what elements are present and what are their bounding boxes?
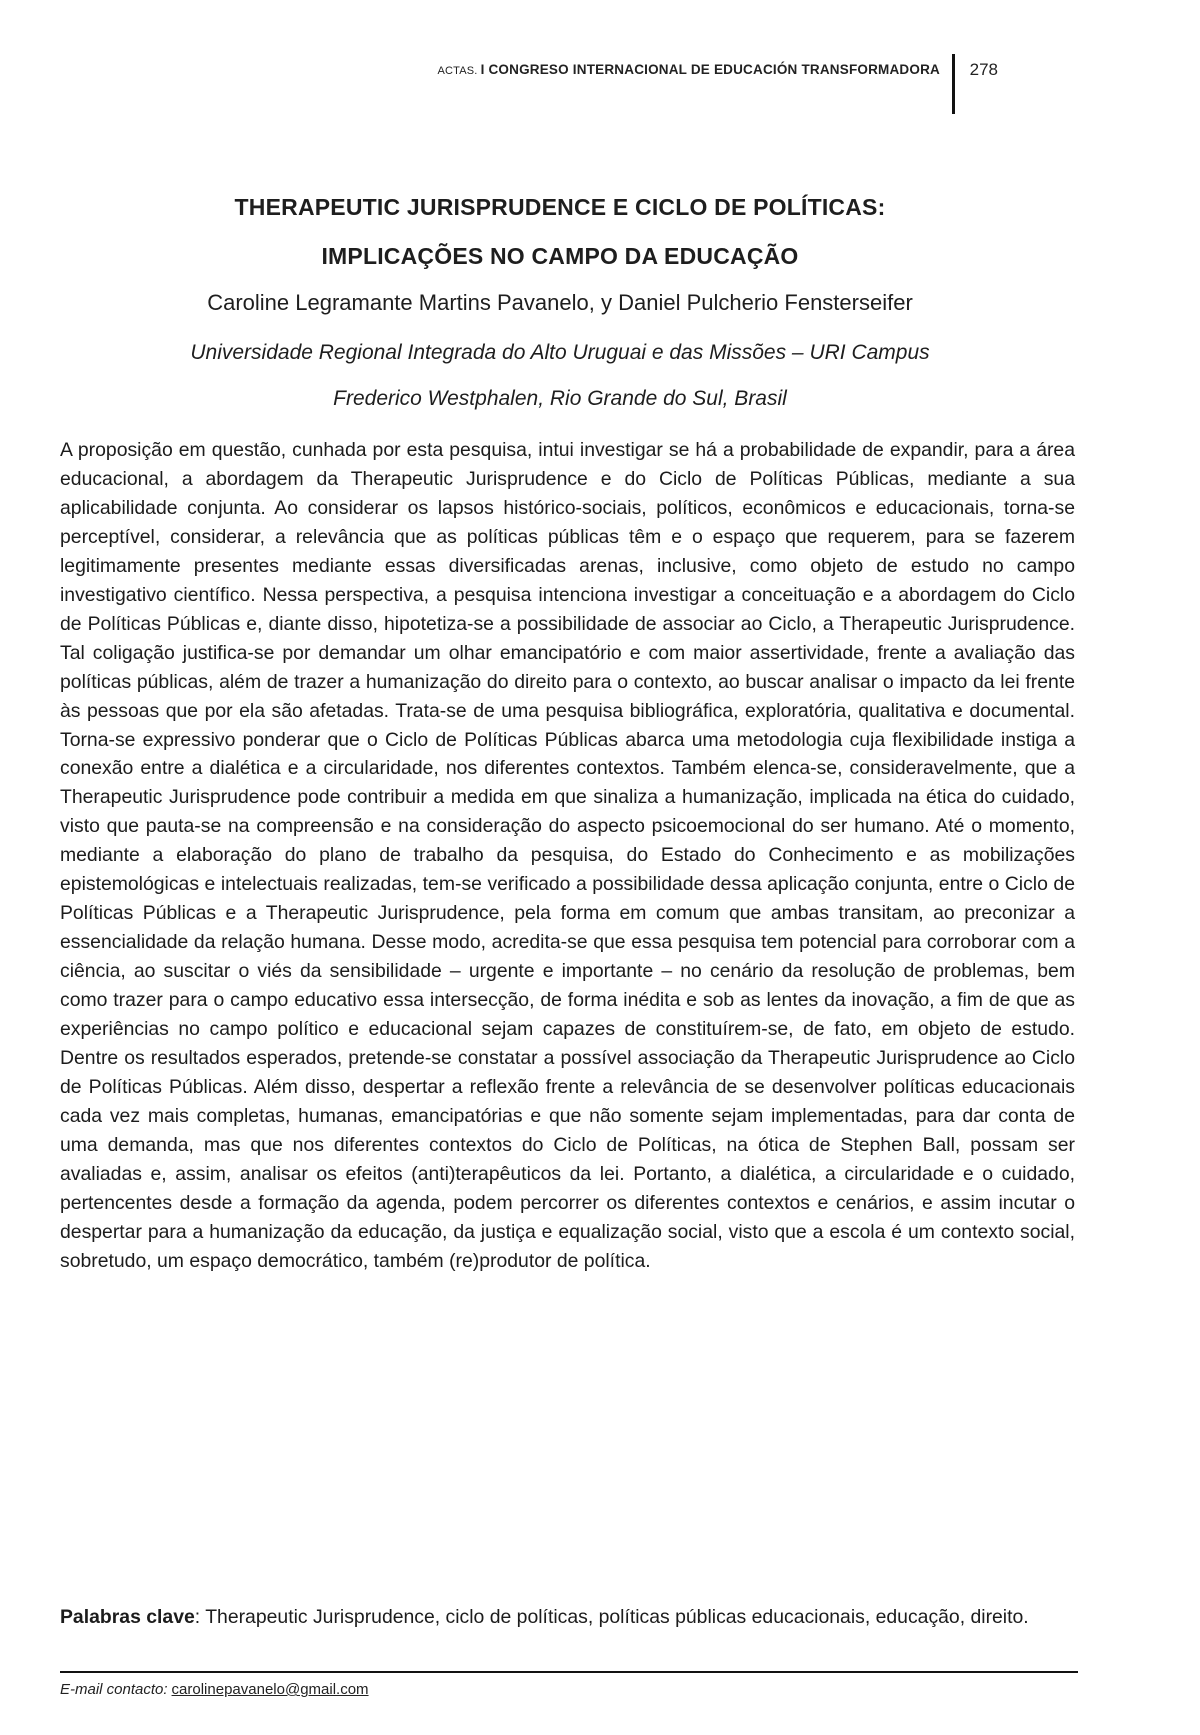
- header-divider: [952, 54, 955, 114]
- paper-title-line-2: IMPLICAÇÕES NO CAMPO DA EDUCAÇÃO: [321, 243, 799, 269]
- keywords-label: Palabras clave: [60, 1606, 195, 1628]
- journal-title: [437, 62, 940, 77]
- page-number: 278: [969, 60, 998, 79]
- journal-prefix: ACTAS.: [437, 65, 478, 77]
- journal-name: I CONGRESO INTERNACIONAL DE EDUCACIÓN TRANSFORMADORA: [480, 62, 940, 77]
- paper-title-line-1: THERAPEUTIC JURISPRUDENCE E CICLO DE POLÍTICAS:: [234, 194, 886, 220]
- running-head: [360, 54, 1080, 114]
- email-link[interactable]: carolinepavanelo@gmail.com: [171, 1681, 369, 1698]
- authors: Caroline Legramante Martins Pavanelo, y Daniel Pulcherio Fensterseifer: [207, 290, 913, 315]
- affiliation-line-1: Universidade Regional Integrada do Alto Uruguai e das Missões – URI Campus: [190, 341, 930, 364]
- email-label: E-mail contacto:: [60, 1681, 168, 1698]
- affiliation-line-2: Frederico Westphalen, Rio Grande do Sul, Brasil: [333, 387, 787, 410]
- keywords-text: : Therapeutic Jurisprudence, ciclo de políticas, políticas públicas educacionais, educação, direito.: [194, 1606, 1029, 1628]
- footnote-divider: [60, 1671, 1078, 1673]
- abstract-body: A proposição em questão, cunhada por esta pesquisa, intui investigar se há a probabilidade de expandir, para a área educacional, a abordagem da Therapeutic Jurisprudence e do Ciclo de Políticas Públicas, mediante a sua aplicabilidade conjunta. Ao considerar os lapsos histórico-sociais, políticos, econômicos e educacionais, torna-se perceptível, considerar, a relevância que as políticas públicas têm e o espaço que requerem, para se fazerem legitimamente presentes mediante essas diversificadas arenas, inclusive, como objeto de estudo no campo investigativo científico. Nessa perspectiva, a pesquisa intenciona investigar a conceituação e a abordagem do Ciclo de Políticas Públicas e, diante disso, hipotetiza-se a possibilidade de associar ao Ciclo, a Therapeutic Jurisprudence. Tal coligação justifica-se por demandar um olhar emancipatório e com maior assertividade, frente a avaliação das políticas públicas, além de trazer a humanização do direito para o contexto, ao buscar analisar o impacto da lei frente às pessoas que por ela são afetadas. Trata-se de uma pesquisa bibliográfica, exploratória, qualitativa e documental. Torna-se expressivo ponderar que o Ciclo de Políticas Públicas abarca uma metodologia cuja flexibilidade instiga a conexão entre a dialética e a circularidade, nos diferentes contextos. Também elenca-se, consideravelmente, que a Therapeutic Jurisprudence pode contribuir a medida em que sinaliza a humanização, implicada na ética do cuidado, visto que pauta-se na compreensão e na consideração do aspecto psicoemocional do ser humano. Até o momento, mediante a elaboração do plano de trabalho da pesquisa, do Estado do Conhecimento e as mobilizações epistemológicas e intelectuais realizadas, tem-se verificado a possibilidade dessa aplicação conjunta, entre o Ciclo de Políticas Públicas e a Therapeutic Jurisprudence, pela forma em comum que ambas transitam, ao preconizar a essencialidade da relação humana. Desse modo, acredita-se que essa pesquisa tem potencial para corroborar com a ciência, ao suscitar o viés da sensibilidade – urgente e importante – no cenário da resolução de problemas, bem como trazer para o campo educativo essa intersecção, de forma inédita e sob as lentes da inovação, a fim de que as experiências no campo político e educacional sejam capazes de constituírem-se, de fato, em objeto de estudo. Dentre os resultados esperados, pretende-se constatar a possível associação da Therapeutic Jurisprudence ao Ciclo de Políticas Públicas. Além disso, despertar a reflexão frente a relevância de se desenvolver políticas educacionais cada vez mais completas, humanas, emancipatórias e que não somente sejam implementadas, para dar conta de uma demanda, mas que nos diferentes contextos do Ciclo de Políticas, na ótica de Stephen Ball, possam ser avaliadas e, assim, analisar os efeitos (anti)terapêuticos da lei. Portanto, a dialética, a circularidade e o cuidado, pertencentes desde a formação da agenda, podem percorrer os diferentes contextos e cenários, e assim incutar o despertar para a humanização da educação, da justiça e equalização social, visto que a escola é um contexto social, sobretudo, um espaço democrático, também (re)produtor de política.: [60, 439, 1075, 1272]
- keywords: [60, 1602, 1075, 1633]
- footnote: [60, 1681, 369, 1698]
